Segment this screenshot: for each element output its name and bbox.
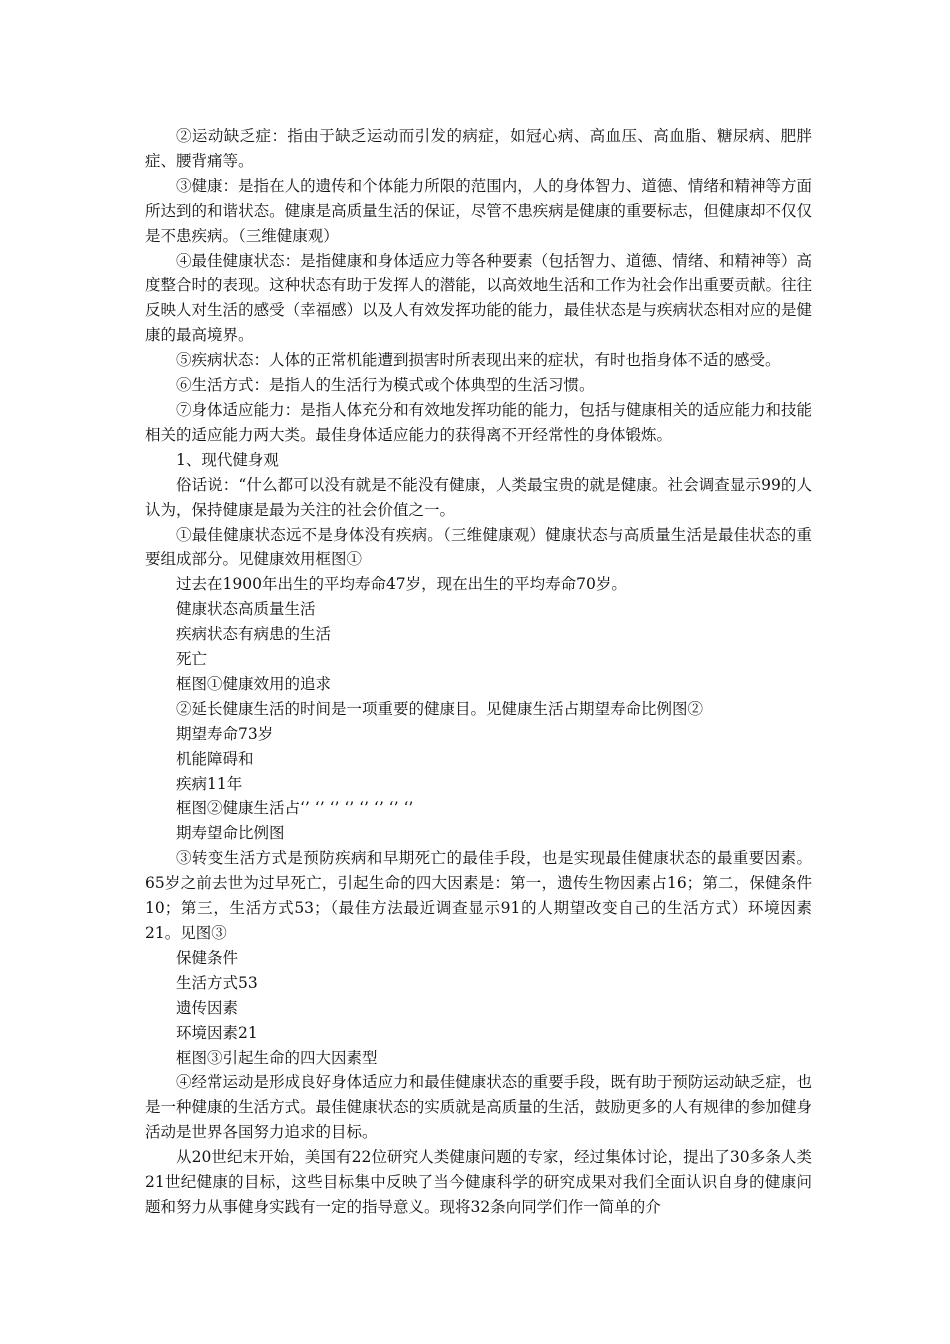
paragraph: ②延长健康生活的时间是一项重要的健康目。见健康生活占期望寿命比例图②: [176, 699, 704, 718]
paragraph: 从20世纪末开始，美国有22位研究人类健康问题的专家，经过集体讨论，提出了30多条人类21世纪健康的目标，这些目标集中反映了当今健康科学的研究成果对我们全面认识自身的健康问题和努力从事健身实践有一定的指导意义。现将32条向同学们作一简单的介: [145, 1148, 812, 1216]
paragraph: 环境因素21: [176, 1023, 258, 1042]
paragraph: ⑥生活方式：是指人的生活行为模式或个体典型的生活习惯。: [176, 376, 595, 395]
paragraph: 框图①健康效用的追求: [176, 674, 332, 693]
paragraph: 死亡: [176, 650, 208, 669]
paragraph: 俗话说：“什么都可以没有就是不能没有健康，人类最宝贵的就是健康。社会调查显示99的人认为，保持健康是最为关注的社会价值之一。: [145, 475, 812, 519]
paragraph: 1、现代健身观: [176, 450, 279, 469]
paragraph: ③转变生活方式是预防疾病和早期死亡的最佳手段，也是实现最佳健康状态的最重要因素。65岁之前去世为过早死亡，引起生命的四大因素是：第一，遗传生物因素占16；第二，保健条件10；第三，生活方式53；（最佳方法最近调查显示91的人期望改变自己的生活方式）环境因素21。见图③: [145, 849, 812, 942]
paragraph: ①最佳健康状态远不是身体没有疾病。（三维健康观）健康状态与高质量生活是最佳状态的重要组成部分。见健康效用框图①: [145, 525, 812, 569]
paragraph: 遗传因素: [176, 998, 239, 1017]
paragraph: 健康状态高质量生活: [176, 600, 316, 619]
paragraph: ⑤疾病状态：人体的正常机能遭到损害时所表现出来的症状，有时也指身体不适的感受。: [176, 351, 781, 370]
paragraph: 机能障碍和: [176, 749, 254, 768]
paragraph: 疾病11年: [176, 774, 243, 793]
paragraph: 疾病状态有病患的生活: [176, 625, 332, 644]
paragraph: ④最佳健康状态：是指健康和身体适应力等各种要素（包括智力、道德、情绪、和精神等）高度整合时的表现。这种状态有助于发挥人的潜能，以高效地生活和工作为社会作出重要贡献。往往反映人对生活的感受（幸福感）以及人有效发挥功能的能力，最佳状态是与疾病状态相对应的是健康的最高境界。: [145, 251, 812, 345]
paragraph: 期望寿命73岁: [176, 724, 274, 743]
paragraph: ②运动缺乏症：指由于缺乏运动而引发的病症，如冠心病、高血压、高血脂、糖尿病、肥胖症、腰背痛等。: [145, 127, 812, 170]
paragraph: 过去在1900年出生的平均寿命47岁，现在出生的平均寿命70岁。: [176, 575, 627, 594]
document-page: [145, 124, 812, 1220]
paragraph: ⑦身体适应能力：是指人体充分和有效地发挥功能的能力，包括与健康相关的适应能力和技能相关的适应能力两大类。最佳身体适应能力的获得离不开经常性的身体锻炼。: [145, 400, 812, 444]
paragraph: ③健康：是指在人的遗传和个体能力所限的范围内，人的身体智力、道德、情绪和精神等方面所达到的和谐状态。健康是高质量生活的保证，尽管不患疾病是健康的重要标志，但健康却不仅仅是不患疾病。（三维健康观）: [145, 176, 812, 245]
paragraph: 框图②健康生活占‘’ ‘’ ‘’ ‘’ ‘’ ‘’ ‘’ ‘’: [176, 799, 414, 818]
paragraph: ④经常运动是形成良好身体适应力和最佳健康状态的重要手段，既有助于预防运动缺乏症，也是一种健康的生活方式。最佳健康状态的实质就是高质量的生活，鼓励更多的人有规律的参加健身活动是世界各国努力追求的目标。: [145, 1073, 812, 1142]
paragraph: 生活方式53: [176, 973, 258, 992]
paragraph: 期寿望命比例图: [176, 824, 285, 843]
paragraph: 保健条件: [176, 948, 239, 967]
paragraph: 框图③引起生命的四大因素型: [176, 1048, 378, 1067]
